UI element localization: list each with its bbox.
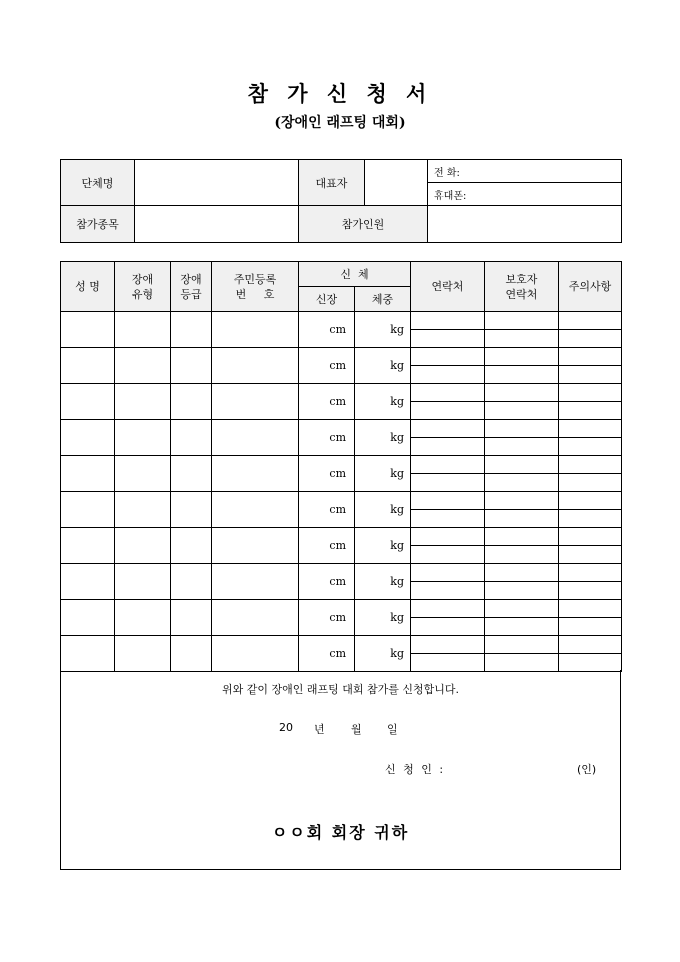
height-cell[interactable]: cm <box>299 564 355 600</box>
height-cell[interactable]: cm <box>299 528 355 564</box>
guardian-contact-cell[interactable] <box>485 330 559 348</box>
header-body: 신 체 <box>299 262 411 287</box>
guardian-contact-cell[interactable] <box>485 402 559 420</box>
guardian-contact-cell[interactable] <box>485 492 559 510</box>
participant-row <box>61 600 622 618</box>
contact-cell[interactable] <box>411 312 485 330</box>
representative-label: 대표자 <box>299 160 365 206</box>
resident-number-cell[interactable] <box>212 348 299 384</box>
resident-number-cell[interactable] <box>212 456 299 492</box>
weight-cell[interactable]: kg <box>355 492 411 528</box>
disability-grade-cell[interactable] <box>171 384 212 420</box>
contact-cell[interactable] <box>411 654 485 672</box>
resident-number-cell[interactable] <box>212 564 299 600</box>
recipient-text: ㅇㅇ회 회장 귀하 <box>271 823 410 842</box>
height-cell[interactable]: cm <box>299 456 355 492</box>
guardian-contact-cell[interactable] <box>485 600 559 618</box>
name-cell[interactable] <box>61 600 115 636</box>
team-info-table <box>60 159 622 243</box>
applicant-label: 신 청 인 : <box>385 763 446 776</box>
participant-row <box>61 384 622 402</box>
weight-cell[interactable]: kg <box>355 600 411 636</box>
disability-grade-cell[interactable] <box>171 456 212 492</box>
notes-cell[interactable] <box>559 600 622 618</box>
weight-cell[interactable]: kg <box>355 456 411 492</box>
guardian-contact-cell[interactable] <box>485 438 559 456</box>
notes-cell[interactable] <box>559 348 622 366</box>
disability-type-cell[interactable] <box>115 528 171 564</box>
contact-cell[interactable] <box>411 492 485 510</box>
height-cell[interactable]: cm <box>299 636 355 672</box>
disability-type-cell[interactable] <box>115 636 171 672</box>
contact-cell[interactable] <box>411 348 485 366</box>
weight-cell[interactable]: kg <box>355 636 411 672</box>
contact-cell[interactable] <box>411 456 485 474</box>
header-height: 신장 <box>299 287 355 312</box>
header-disability-grade: 장애 등급 <box>171 262 212 312</box>
participant-row <box>61 348 622 366</box>
team-name-label: 단체명 <box>61 160 135 206</box>
contact-cell[interactable] <box>411 600 485 618</box>
guardian-contact-cell[interactable] <box>485 528 559 546</box>
participant-row <box>61 636 622 654</box>
resident-number-cell[interactable] <box>212 384 299 420</box>
declaration-text: 위와 같이 장애인 래프팅 대회 참가를 신청합니다. <box>222 683 459 696</box>
resident-number-cell[interactable] <box>212 636 299 672</box>
date-year: 년 <box>314 723 325 736</box>
contact-cell[interactable] <box>411 366 485 384</box>
notes-cell[interactable] <box>559 510 622 528</box>
contact-cell[interactable] <box>411 546 485 564</box>
header-contact: 연락처 <box>411 262 485 312</box>
guardian-contact-cell[interactable] <box>485 636 559 654</box>
resident-number-cell[interactable] <box>212 312 299 348</box>
date-year-prefix: 20 <box>279 721 293 734</box>
header-name: 성 명 <box>61 262 115 312</box>
guardian-contact-cell[interactable] <box>485 420 559 438</box>
disability-grade-cell[interactable] <box>171 600 212 636</box>
notes-cell[interactable] <box>559 312 622 330</box>
disability-type-cell[interactable] <box>115 384 171 420</box>
contact-cell[interactable] <box>411 618 485 636</box>
disability-type-cell[interactable] <box>115 456 171 492</box>
team-name-field[interactable] <box>135 160 299 206</box>
notes-cell[interactable] <box>559 456 622 474</box>
participant-row <box>61 420 622 438</box>
date-day: 일 <box>387 723 398 736</box>
guardian-contact-cell[interactable] <box>485 366 559 384</box>
guardian-contact-cell[interactable] <box>485 564 559 582</box>
representative-field[interactable] <box>365 160 428 206</box>
disability-grade-cell[interactable] <box>171 312 212 348</box>
notes-cell[interactable] <box>559 618 622 636</box>
guardian-contact-cell[interactable] <box>485 546 559 564</box>
notes-cell[interactable] <box>559 654 622 672</box>
contact-cell[interactable] <box>411 528 485 546</box>
resident-number-cell[interactable] <box>212 600 299 636</box>
height-cell[interactable]: cm <box>299 384 355 420</box>
contact-cell[interactable] <box>411 510 485 528</box>
guardian-contact-cell[interactable] <box>485 312 559 330</box>
height-cell[interactable]: cm <box>299 348 355 384</box>
name-cell[interactable] <box>61 348 115 384</box>
participant-row <box>61 456 622 474</box>
contact-cell[interactable] <box>411 438 485 456</box>
notes-cell[interactable] <box>559 546 622 564</box>
participants-table <box>60 261 622 672</box>
guardian-contact-cell[interactable] <box>485 618 559 636</box>
guardian-contact-cell[interactable] <box>485 582 559 600</box>
participants-label: 참가인원 <box>299 206 428 243</box>
notes-cell[interactable] <box>559 384 622 402</box>
notes-cell[interactable] <box>559 582 622 600</box>
header-notes: 주의사항 <box>559 262 622 312</box>
height-cell[interactable]: cm <box>299 420 355 456</box>
resident-number-cell[interactable] <box>212 420 299 456</box>
notes-cell[interactable] <box>559 402 622 420</box>
disability-grade-cell[interactable] <box>171 492 212 528</box>
disability-grade-cell[interactable] <box>171 636 212 672</box>
weight-cell[interactable]: kg <box>355 348 411 384</box>
height-cell[interactable]: cm <box>299 492 355 528</box>
contact-cell[interactable] <box>411 330 485 348</box>
participant-row <box>61 492 622 510</box>
contact-cell[interactable] <box>411 564 485 582</box>
guardian-contact-cell[interactable] <box>485 456 559 474</box>
height-cell[interactable]: cm <box>299 600 355 636</box>
disability-grade-cell[interactable] <box>171 564 212 600</box>
header-resident-number: 주민등록 번 호 <box>212 262 299 312</box>
disability-grade-cell[interactable] <box>171 528 212 564</box>
form-title: 참 가 신 청 서 <box>247 81 433 106</box>
disability-type-cell[interactable] <box>115 312 171 348</box>
participants-field[interactable] <box>428 206 622 243</box>
disability-type-cell[interactable] <box>115 600 171 636</box>
disability-type-cell[interactable] <box>115 564 171 600</box>
date-month: 월 <box>351 723 362 736</box>
name-cell[interactable] <box>61 312 115 348</box>
contact-cell[interactable] <box>411 420 485 438</box>
header-guardian-contact: 보호자 연락처 <box>485 262 559 312</box>
header-disability-type: 장애 유형 <box>115 262 171 312</box>
form-subtitle: (장애인 래프팅 대회) <box>274 115 406 131</box>
declaration-area <box>60 670 621 870</box>
participant-row <box>61 528 622 546</box>
contact-cell[interactable] <box>411 402 485 420</box>
event-field[interactable] <box>135 206 299 243</box>
participant-row <box>61 564 622 582</box>
disability-type-cell[interactable] <box>115 348 171 384</box>
weight-cell[interactable]: kg <box>355 564 411 600</box>
name-cell[interactable] <box>61 456 115 492</box>
header-weight: 체중 <box>355 287 411 312</box>
guardian-contact-cell[interactable] <box>485 348 559 366</box>
notes-cell[interactable] <box>559 528 622 546</box>
notes-cell[interactable] <box>559 636 622 654</box>
notes-cell[interactable] <box>559 366 622 384</box>
name-cell[interactable] <box>61 492 115 528</box>
weight-cell[interactable]: kg <box>355 528 411 564</box>
name-cell[interactable] <box>61 384 115 420</box>
disability-grade-cell[interactable] <box>171 348 212 384</box>
name-cell[interactable] <box>61 564 115 600</box>
notes-cell[interactable] <box>559 420 622 438</box>
event-label: 참가종목 <box>61 206 135 243</box>
disability-type-cell[interactable] <box>115 492 171 528</box>
disability-type-cell[interactable] <box>115 420 171 456</box>
phone-field[interactable]: 전 화: <box>428 160 622 183</box>
participant-row <box>61 312 622 330</box>
weight-cell[interactable]: kg <box>355 420 411 456</box>
weight-cell[interactable]: kg <box>355 312 411 348</box>
name-cell[interactable] <box>61 420 115 456</box>
guardian-contact-cell[interactable] <box>485 510 559 528</box>
guardian-contact-cell[interactable] <box>485 654 559 672</box>
seal-label: (인) <box>577 763 597 776</box>
notes-cell[interactable] <box>559 330 622 348</box>
contact-cell[interactable] <box>411 636 485 654</box>
contact-cell[interactable] <box>411 384 485 402</box>
weight-cell[interactable]: kg <box>355 384 411 420</box>
name-cell[interactable] <box>61 636 115 672</box>
notes-cell[interactable] <box>559 474 622 492</box>
mobile-field[interactable]: 휴대폰: <box>428 183 622 206</box>
height-cell[interactable]: cm <box>299 312 355 348</box>
disability-grade-cell[interactable] <box>171 420 212 456</box>
contact-cell[interactable] <box>411 474 485 492</box>
contact-cell[interactable] <box>411 582 485 600</box>
guardian-contact-cell[interactable] <box>485 474 559 492</box>
resident-number-cell[interactable] <box>212 492 299 528</box>
notes-cell[interactable] <box>559 492 622 510</box>
guardian-contact-cell[interactable] <box>485 384 559 402</box>
name-cell[interactable] <box>61 528 115 564</box>
notes-cell[interactable] <box>559 438 622 456</box>
notes-cell[interactable] <box>559 564 622 582</box>
resident-number-cell[interactable] <box>212 528 299 564</box>
